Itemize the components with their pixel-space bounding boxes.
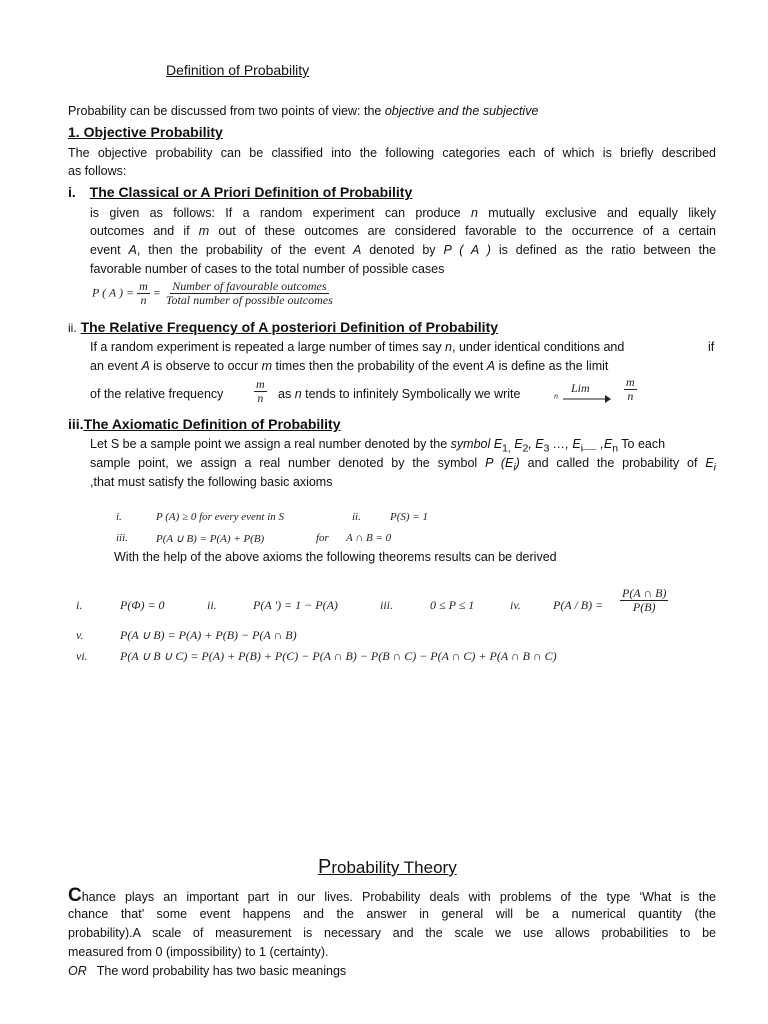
classical-heading: i. The Classical or A Priori Definition of Probability xyxy=(68,184,413,200)
axiomatic-line-3: ,that must satisfy the following basic axioms xyxy=(90,475,333,489)
relative-heading: ii. The Relative Frequency of A posteriori Definition of Probability xyxy=(68,319,499,335)
axiom-ii-label: ii. xyxy=(352,511,361,523)
axiom-iii-formula: P(A ∪ B) = P(A) + P(B) xyxy=(156,533,265,545)
theory-line-3: probability).A scale of measurement is necessary and the scale we use allows probabilities to be xyxy=(68,926,716,940)
axiom-ii-formula: P(S) = 1 xyxy=(390,511,428,523)
relative-line-1: If a random experiment is repeated a large number of times say n, under identical conditions and xyxy=(90,340,625,354)
theory-line-1: Chance plays an important part in our lives. Probability deals with problems of the type ‘What is the xyxy=(68,885,716,906)
objective-text-line-2: as follows: xyxy=(68,164,127,178)
axiomatic-heading: iii.The Axiomatic Definition of Probability xyxy=(68,416,341,432)
theorem-v-formula: P(A ∪ B) = P(A) + P(B) − P(A ∩ B) xyxy=(120,628,297,642)
theorem-iv-fraction: $\frac{P(A \cap B)}{P(B)}$ xyxy=(622,586,667,614)
relative-frequency-fraction: $\frac{m}{n}$ xyxy=(256,377,265,405)
axiomatic-line-2: sample point, we assign a real number denoted by the symbol P $(E_i)$ and called the probability of $E_i$ xyxy=(90,456,716,474)
classical-line-4: favorable number of cases to the total number of possible cases xyxy=(90,262,445,276)
relative-line-1-end: if xyxy=(708,340,715,354)
classical-formula: P ( A ) = $\frac{m}{n}$ = $\frac{\text{Number of favourable outcomes}}{\text{Total number of possible outcomes}}$ xyxy=(92,279,333,307)
theorems-intro: With the help of the above axioms the following theorems results can be derived xyxy=(114,550,557,564)
theorem-iii-formula: 0 ≤ P ≤ 1 xyxy=(430,598,475,612)
axiom-iii-label: iii. xyxy=(116,532,128,544)
classical-line-2: outcomes and if m out of these outcomes are considered favorable to the occurrence of a certain xyxy=(90,224,716,238)
axiom-iii-condition: A ∩ B = 0 xyxy=(346,532,392,544)
theorem-ii-label: ii. xyxy=(207,598,217,612)
theorem-iv-lhs: P(A / B) = xyxy=(553,598,604,612)
intro-paragraph: Probability can be discussed from two points of view: the objective and the subjective xyxy=(68,104,539,118)
axiomatic-line-1: Let S be a sample point we assign a real number denoted by the symbol $E_{1,}$ $E_2$, $E_3$ …, $E_i\_\_$ $,E_n$ To each xyxy=(90,437,666,455)
theorem-iii-label: iii. xyxy=(380,598,394,612)
relative-line-3b: as n tends to infinitely Symbolically we write xyxy=(278,387,521,401)
theorem-vi-label: vi. xyxy=(76,649,88,663)
objective-text-line-1: The objective probability can be classified into the following categories each of which is briefly described xyxy=(68,146,716,160)
theory-line-4: measured from 0 (impossibility) to 1 (certainty). xyxy=(68,945,329,959)
theory-line-2: chance that’ some event happens and the answer in general will be a numerical quantity (the xyxy=(68,907,716,921)
theory-or-line: OR The word probability has two basic meanings xyxy=(68,964,347,978)
classical-line-3: event A, then the probability of the event A denoted by P ( A ) is defined as the ratio between the xyxy=(90,243,716,257)
classical-line-1: is given as follows: If a random experiment can produce n mutually exclusive and equally likely xyxy=(90,206,716,220)
theorem-i-label: i. xyxy=(76,598,83,612)
arrow-right-icon xyxy=(561,394,611,404)
limit-expression: $_n$ Lim $\frac{m}{n}$ xyxy=(554,375,635,403)
relative-line-2: an event A is observe to occur m times then the probability of the event A is define as the limit xyxy=(90,359,609,373)
theorem-v-label: v. xyxy=(76,628,84,642)
theorem-i-formula: P(Φ) = 0 xyxy=(120,598,165,612)
theorem-iv-label: iv. xyxy=(510,598,521,612)
section-heading-objective: 1. Objective Probability xyxy=(68,124,223,140)
theorem-ii-formula: P(A ′) = 1 − P(A) xyxy=(253,598,338,612)
axiom-i-formula: P (A) ≥ 0 for every event in S xyxy=(156,511,285,523)
axiom-i-label: i. xyxy=(116,511,122,523)
theorem-vi-formula: P(A ∪ B ∪ C) = P(A) + P(B) + P(C) − P(A ∩ B) − P(B ∩ C) − P(A ∩ C) + P(A ∩ B ∩ C) xyxy=(120,649,557,663)
relative-line-3: of the relative frequency xyxy=(90,387,224,401)
drop-cap: C xyxy=(68,885,82,906)
axiom-iii-for: for xyxy=(316,532,329,544)
page-title: Definition of Probability xyxy=(166,62,310,78)
section-title-probability-theory: Probability Theory xyxy=(318,856,457,878)
